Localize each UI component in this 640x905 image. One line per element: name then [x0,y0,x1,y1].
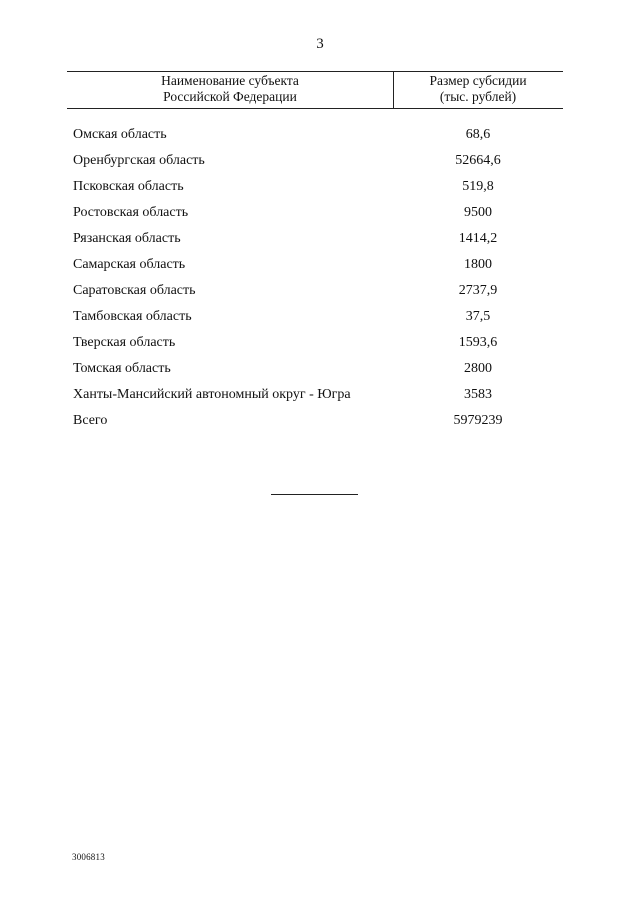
row-subsidy-amount: 2800 [464,361,492,376]
row-subject-name: Самарская область [73,257,186,272]
table-header-rule [67,108,563,109]
row-subject-name: Псковская область [73,179,184,194]
row-subject-name: Тверская область [73,335,176,350]
header-subject-name-line2: Российской Федерации [163,89,297,104]
header-subject-name [67,73,393,105]
end-of-document-rule [271,494,358,495]
header-subject-name-line1: Наименование субъекта [161,73,299,88]
row-subject-name: Омская область [73,127,167,142]
row-subject-name: Оренбургская область [73,153,205,168]
total-label: Всего [73,413,108,428]
table-row [0,334,640,360]
row-subsidy-amount: 1414,2 [458,231,498,246]
row-subsidy-amount: 37,5 [465,309,491,324]
row-subsidy-amount: 519,8 [462,179,494,194]
document-code: 3006813 [72,852,105,862]
row-subject-name: Саратовская область [73,283,196,298]
table-row [0,386,640,412]
table-row [0,360,640,386]
table-row [0,308,640,334]
page-number: 3 [316,36,324,52]
row-subject-name: Ханты-Мансийский автономный округ - Югра [73,387,351,402]
row-subject-name: Рязанская область [73,231,181,246]
row-subject-name: Тамбовская область [73,309,192,324]
header-subsidy-amount-line2: (тыс. рублей) [439,89,517,104]
table-row [0,126,640,152]
header-subsidy-amount-line1: Размер субсидии [429,73,527,88]
table-body [0,126,640,438]
row-subject-name: Ростовская область [73,205,189,220]
header-subsidy-amount [393,73,563,105]
total-amount: 5979239 [453,413,503,428]
table-row [0,178,640,204]
row-subsidy-amount: 3583 [464,387,492,402]
row-subsidy-amount: 2737,9 [458,283,498,298]
table-row [0,152,640,178]
row-subsidy-amount: 52664,6 [455,153,501,168]
row-subsidy-amount: 1593,6 [458,335,498,350]
row-subject-name: Томская область [73,361,171,376]
row-subsidy-amount: 9500 [464,205,492,220]
row-subsidy-amount: 68,6 [465,127,491,142]
table-row [0,230,640,256]
table-top-rule [67,71,563,72]
table-row [0,204,640,230]
table-total-row [0,412,640,438]
row-subsidy-amount: 1800 [464,257,492,272]
table-row [0,256,640,282]
table-row [0,282,640,308]
